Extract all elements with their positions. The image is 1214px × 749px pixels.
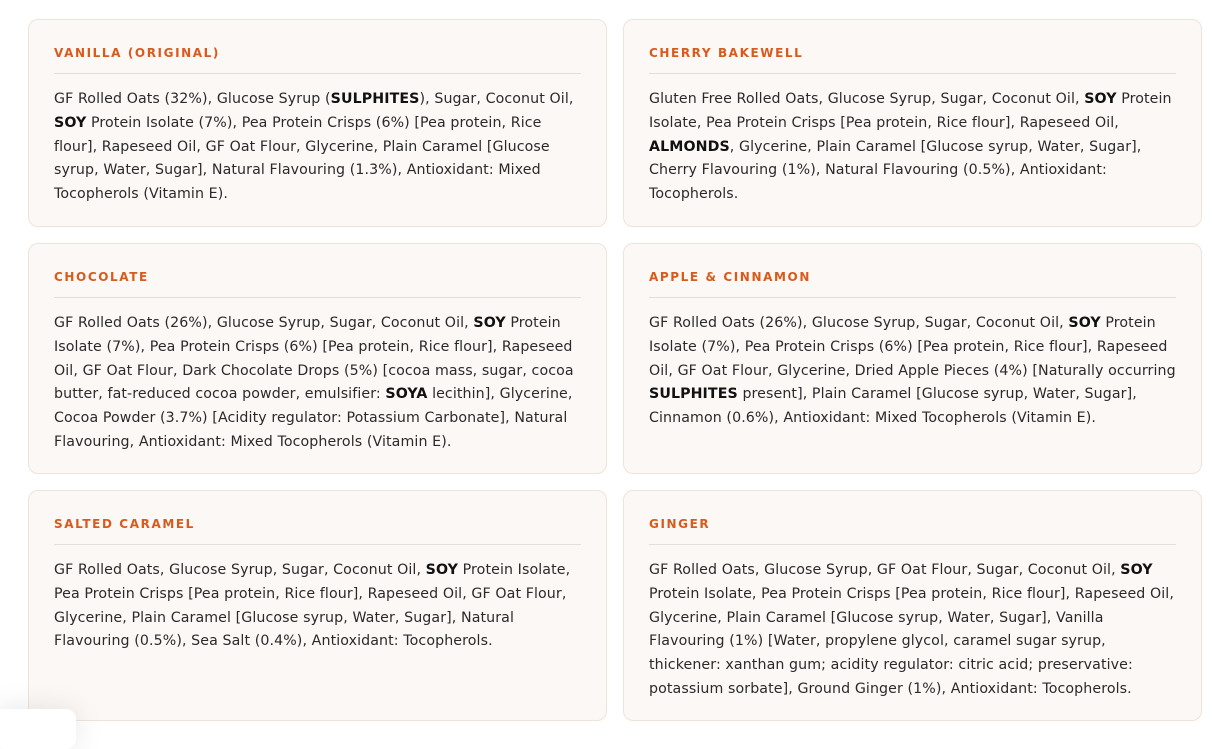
ingredient-segment: Protein Isolate (7%), Pea Protein Crisps (6%) [Pea protein, Rice flour], Rapeseed Oil, GF Oat Flour, Glycerine, Dried Apple Pieces (4%) [Naturally occurring bbox=[649, 315, 1176, 379]
allergen-highlight: SOY bbox=[1084, 91, 1117, 107]
ingredient-segment: GF Rolled Oats, Glucose Syrup, Sugar, Coconut Oil, bbox=[54, 562, 426, 578]
ingredients-text bbox=[54, 559, 581, 654]
ingredients-text bbox=[54, 312, 581, 455]
flavor-title: CHOCOLATE bbox=[54, 270, 149, 284]
flavor-title: VANILLA (ORIGINAL) bbox=[54, 46, 220, 60]
ingredient-card-salted-caramel bbox=[28, 490, 607, 721]
ingredient-card-vanilla bbox=[28, 19, 607, 227]
allergen-highlight: ALMONDS bbox=[649, 138, 730, 155]
allergen-highlight: SOY bbox=[1068, 315, 1101, 331]
flavor-title: GINGER bbox=[649, 517, 711, 531]
ingredient-segment: Protein Isolate (7%), Pea Protein Crisps (6%) [Pea protein, Rice flour], Rapeseed Oil, GF Oat Flour, Dark Chocolate Drops (5%) [cocoa mass, sugar, cocoa butter, fat-reduced cocoa powder, emulsifier: bbox=[54, 315, 574, 403]
allergen-highlight: SOY bbox=[425, 562, 459, 578]
flavor-title: SALTED CARAMEL bbox=[54, 517, 195, 531]
ingredient-segment: present], Plain Caramel [Glucose syrup, Water, Sugar], Cinnamon (0.6%), Antioxidant: Mixed Tocopherols (Vitamin E). bbox=[649, 386, 1137, 427]
allergen-highlight: SOYA bbox=[385, 386, 428, 403]
ingredient-segment: Gluten Free Rolled Oats, Glucose Syrup, Sugar, Coconut Oil, bbox=[649, 91, 1085, 107]
divider bbox=[649, 73, 1176, 74]
divider bbox=[54, 544, 581, 545]
ingredient-segment: Protein Isolate (7%), Pea Protein Crisps (6%) [Pea protein, Rice flour], Rapeseed Oil, GF Oat Flour, Glycerine, Plain Caramel [Glucose syrup, Water, Sugar], Natural Flavouring (1.3%), Antioxidant: Mixed Tocopherols (Vitamin E). bbox=[54, 114, 550, 203]
allergen-highlight: SULPHITES bbox=[649, 386, 738, 403]
ingredients-text bbox=[649, 559, 1176, 702]
divider bbox=[54, 73, 581, 74]
ingredient-segment: lecithin], Glycerine, Cocoa Powder (3.7%) [Acidity regulator: Potassium Carbonate], Natural Flavouring, Antioxidant: Mixed Tocopherols (Vitamin E). bbox=[54, 386, 573, 450]
divider bbox=[649, 297, 1176, 298]
ingredient-segment: Protein Isolate, Pea Protein Crisps [Pea protein, Rice flour], Rapeseed Oil, GF Oat Flour, Glycerine, Plain Caramel [Glucose syrup, Water, Sugar], Natural Flavouring (0.5%), Sea Salt (0.4%), Antioxidant: Tocopherols. bbox=[54, 562, 571, 650]
allergen-highlight: SULPHITES bbox=[330, 91, 420, 107]
ingredient-segment: GF Rolled Oats (26%), Glucose Syrup, Sugar, Coconut Oil, bbox=[54, 315, 474, 331]
ingredients-text bbox=[54, 88, 581, 207]
ingredient-card-apple-cinnamon bbox=[623, 243, 1202, 474]
ingredient-card-cherry-bakewell bbox=[623, 19, 1202, 227]
ingredients-grid bbox=[28, 19, 1202, 721]
ingredient-segment: Protein Isolate, Pea Protein Crisps [Pea protein, Rice flour], Rapeseed Oil, bbox=[649, 91, 1172, 131]
allergen-highlight: SOY bbox=[1120, 562, 1153, 578]
allergen-highlight: SOY bbox=[54, 114, 87, 131]
ingredient-card-ginger bbox=[623, 490, 1202, 721]
ingredient-segment: Protein Isolate, Pea Protein Crisps [Pea protein, Rice flour], Rapeseed Oil, Glycerine, Plain Caramel [Glucose syrup, Water, Sugar], Vanilla Flavouring (1%) [Water, propylene glycol, caramel sugar syrup, thickener: xanthan gum; acidity regulator: citric acid; preservative: potassium sorbate], Ground Ginger (1%), Antioxidant: Tocopherols. bbox=[649, 585, 1174, 697]
ingredient-segment: GF Rolled Oats (32%), Glucose Syrup ( bbox=[54, 91, 331, 107]
ingredient-segment: GF Rolled Oats, Glucose Syrup, GF Oat Flour, Sugar, Coconut Oil, bbox=[649, 562, 1121, 578]
ingredient-segment: ), Sugar, Coconut Oil, bbox=[419, 91, 574, 107]
divider bbox=[54, 297, 581, 298]
ingredients-text bbox=[649, 88, 1176, 207]
divider bbox=[649, 544, 1176, 545]
ingredient-segment: , Glycerine, Plain Caramel [Glucose syrup, Water, Sugar], Cherry Flavouring (1%), Natural Flavouring (0.5%), Antioxidant: Tocopherols. bbox=[649, 138, 1142, 203]
ingredients-text bbox=[649, 312, 1176, 431]
allergen-highlight: SOY bbox=[473, 315, 506, 331]
ingredient-segment: GF Rolled Oats (26%), Glucose Syrup, Sugar, Coconut Oil, bbox=[649, 315, 1069, 331]
flavor-title: APPLE & CINNAMON bbox=[649, 270, 811, 284]
flavor-title: CHERRY BAKEWELL bbox=[649, 46, 804, 60]
floating-widget[interactable] bbox=[0, 709, 76, 749]
ingredient-card-chocolate bbox=[28, 243, 607, 474]
